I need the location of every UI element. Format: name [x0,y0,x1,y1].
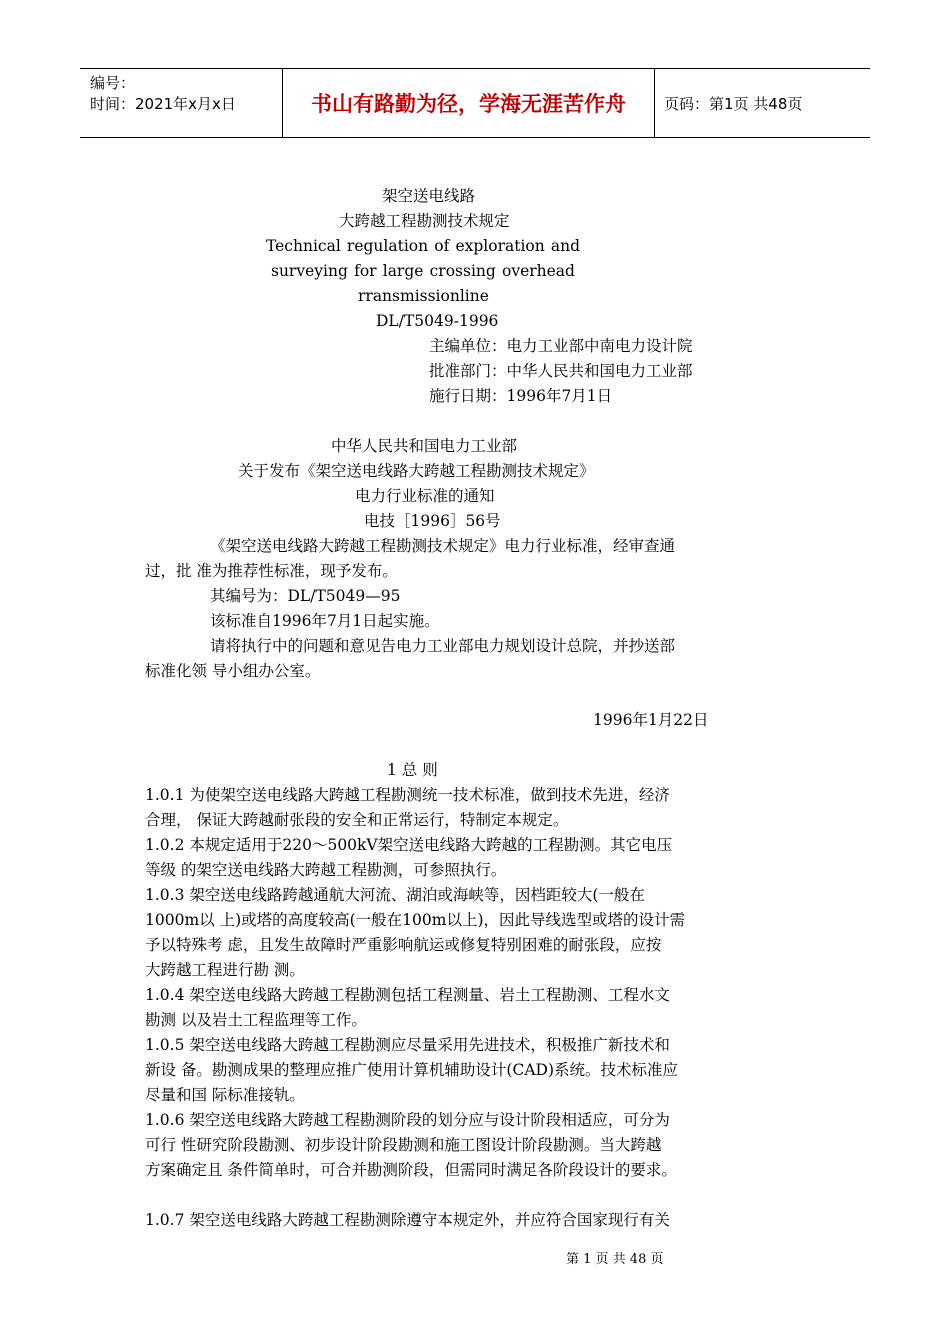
time-label: 时间：2021年x月x日 [90,95,236,113]
section-line: 1.0.4 架空送电线路大跨越工程勘测包括工程测量、岩土工程勘测、工程水文 [145,986,670,1004]
title-english-line-1 [266,236,580,256]
en-word: exploration [455,237,545,255]
notice-paragraph-1-cont: 过，批 准为推荐性标准，现予发布。 [145,562,398,580]
en-word: crossing [429,262,496,280]
section-line: 可行 性研究阶段勘测、初步设计阶段勘测和施工图设计阶段勘测。当大跨越 [145,1136,662,1154]
notice-paragraph-3: 该标准自1996年7月1日起实施。 [210,612,440,630]
section-line: 1.0.2 本规定适用于220～500kV架空送电线路大跨越的工程勘测。其它电压 [145,836,673,854]
notice-paragraph-1: 《架空送电线路大跨越工程勘测技术规定》电力行业标准，经审查通 [210,537,676,555]
en-word: for [354,262,377,280]
en-word: and [550,237,580,255]
section-line: 等级 的架空送电线路大跨越工程勘测，可参照执行。 [145,861,507,879]
notice-date: 1996年1月22日 [593,711,709,729]
section-line: 1.0.6 架空送电线路大跨越工程勘测阶段的划分应与设计阶段相适应，可分为 [145,1111,670,1129]
section-line: 尽量和国 际标准接轨。 [145,1086,305,1104]
effective-date: 施行日期：1996年7月1日 [429,387,613,405]
title-line-1: 架空送电线路 [382,187,476,205]
editor-unit: 主编单位：电力工业部中南电力设计院 [429,337,693,355]
section-line: 1.0.5 架空送电线路大跨越工程勘测应尽量采用先进技术，积极推广新技术和 [145,1036,670,1054]
section-line: 1000m以 上)或塔的高度较高(一般在100m以上)，因此导线选型或塔的设计需 [145,911,685,929]
header-info [90,73,236,115]
section-line: 勘测 以及岩土工程监理等工作。 [145,1011,367,1029]
number-label: 编号： [90,74,136,92]
section-line: 新设 备。勘测成果的整理应推广使用计算机辅助设计(CAD)系统。技术标准应 [145,1061,679,1079]
standard-code: DL/T5049-1996 [376,312,499,330]
en-word: overhead [501,262,575,280]
header-page-label: 页码：第1页 共48页 [664,95,803,113]
page-header [80,68,870,138]
notice-paragraph-2: 其编号为：DL/T5049—95 [210,587,401,605]
section-line: 1.0.3 架空送电线路跨越通航大河流、湖泊或海峡等，因档距较大(一般在 [145,886,645,904]
notice-number: 电技［1996］56号 [364,512,501,530]
page-footer: 第 1 页 共 48 页 [566,1252,664,1267]
section-line: 合理， 保证大跨越耐张段的安全和正常运行，特制定本规定。 [145,811,569,829]
en-word: line [459,287,489,305]
en-word: surveying [271,262,348,280]
section-line: 大跨越工程进行勘 测。 [145,961,305,979]
notice-subtitle: 电力行业标准的通知 [355,487,495,505]
en-word: rransmission [358,287,460,305]
notice-paragraph-4-cont: 标准化领 导小组办公室。 [145,662,321,680]
title-english-line-2 [271,261,575,281]
en-word: regulation [346,237,429,255]
en-word: of [434,237,450,255]
notice-paragraph-4: 请将执行中的问题和意见告电力工业部电力规划设计总院，并抄送部 [210,637,676,655]
en-word: Technical [266,237,341,255]
title-line-2: 大跨越工程勘测技术规定 [339,212,510,230]
notice-title: 关于发布《架空送电线路大跨越工程勘测技术规定》 [238,462,595,480]
notice-issuer: 中华人民共和国电力工业部 [331,437,518,455]
header-motto: 书山有路勤为径，学海无涯苦作舟 [311,92,626,116]
section-line: 予以特殊考 虑，且发生故障时严重影响航运或修复特别困难的耐张段，应按 [145,936,662,954]
section-line: 1.0.1 为使架空送电线路大跨越工程勘测统一技术标准，做到技术先进，经济 [145,786,670,804]
section-line: 1.0.7 架空送电线路大跨越工程勘测除遵守本规定外，并应符合国家现行有关 [145,1211,670,1229]
section-line: 方案确定且 条件简单时，可合并勘测阶段，但需同时满足各阶段设计的要求。 [145,1161,677,1179]
title-english-line-3 [358,286,489,306]
section-heading: 1 总 则 [387,761,438,779]
header-divider-right [654,69,655,137]
approving-department: 批准部门：中华人民共和国电力工业部 [429,362,693,380]
en-word: large [382,262,424,280]
